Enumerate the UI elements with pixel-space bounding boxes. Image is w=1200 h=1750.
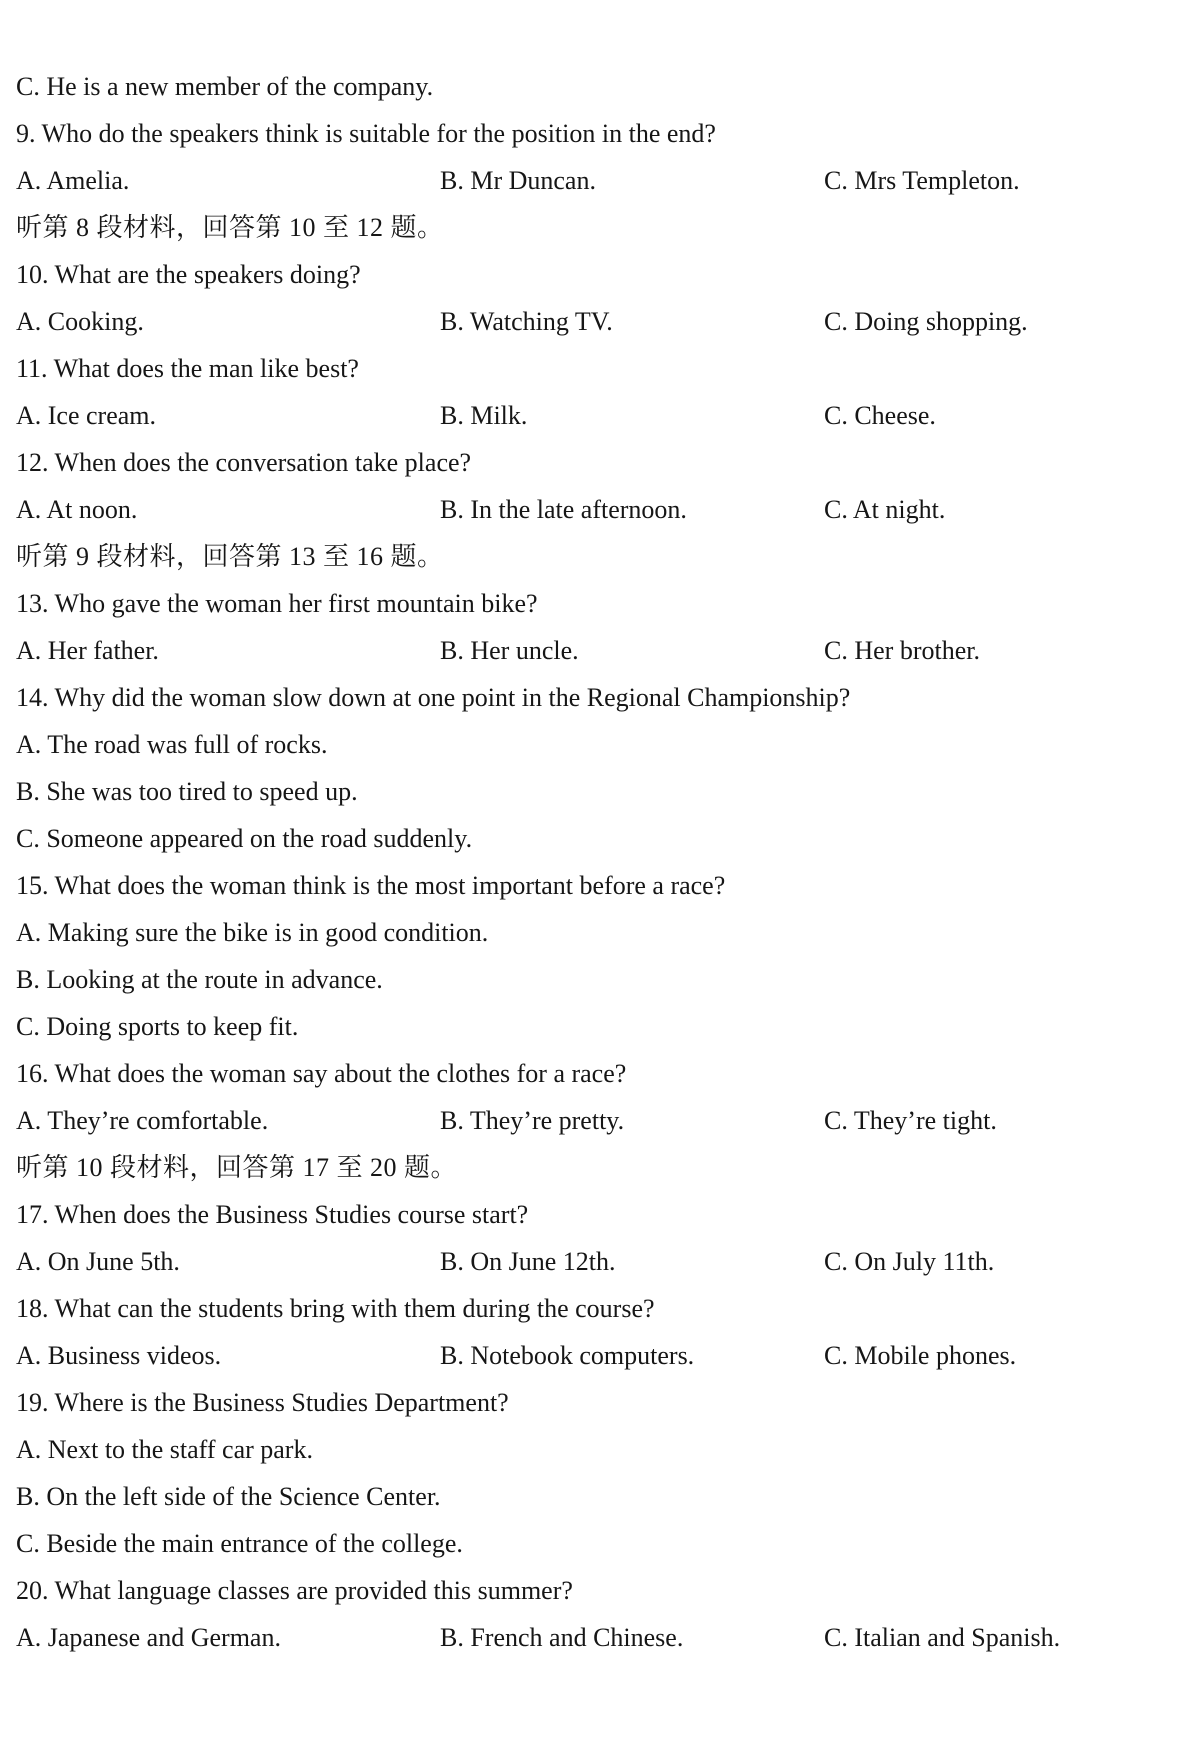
question-stem: 15. What does the woman think is the most important before a race?: [16, 871, 726, 900]
option-a: A. At noon.: [16, 495, 138, 524]
option-a: A. The road was full of rocks.: [16, 730, 328, 759]
question-15: [0, 862, 1200, 1050]
options-row: [0, 627, 1200, 674]
question-12: [0, 439, 1200, 533]
options-row: [0, 1614, 1200, 1661]
option-c: C. Cheese.: [824, 401, 936, 430]
option-a: A. Cooking.: [16, 307, 144, 336]
option-b: B. She was too tired to speed up.: [16, 777, 358, 806]
question-19: [0, 1379, 1200, 1567]
options-row: [0, 298, 1200, 345]
carryover-option: C. He is a new member of the company.: [16, 72, 434, 101]
option-c: C. Doing shopping.: [824, 307, 1028, 336]
option-a: A. Japanese and German.: [16, 1623, 281, 1652]
option-c: C. They’re tight.: [824, 1106, 997, 1135]
option-b: B. Her uncle.: [440, 636, 579, 665]
option-a: A. Making sure the bike is in good condition.: [16, 918, 489, 947]
question-20: [0, 1567, 1200, 1661]
question-11: [0, 345, 1200, 439]
options-row: [0, 392, 1200, 439]
question-stem: 18. What can the students bring with them during the course?: [16, 1294, 655, 1323]
question-stem: 16. What does the woman say about the clothes for a race?: [16, 1059, 627, 1088]
question-stem: 12. When does the conversation take place?: [16, 448, 472, 477]
question-stem: 10. What are the speakers doing?: [16, 260, 361, 289]
option-a: A. On June 5th.: [16, 1247, 180, 1276]
section-heading: 听第 9 段材料，回答第 13 至 16 题。: [16, 542, 444, 571]
option-c: C. Someone appeared on the road suddenly.: [16, 824, 473, 853]
option-c: C. Doing sports to keep fit.: [16, 1012, 299, 1041]
section-passage-9: [0, 533, 1200, 1144]
option-b: B. Milk.: [440, 401, 528, 430]
section-passage-10: [0, 1144, 1200, 1661]
question-14: [0, 674, 1200, 862]
options-row: [0, 157, 1200, 204]
option-a: A. Amelia.: [16, 166, 130, 195]
option-a: A. They’re comfortable.: [16, 1106, 269, 1135]
option-a: A. Next to the staff car park.: [16, 1435, 313, 1464]
option-b: B. Mr Duncan.: [440, 166, 596, 195]
option-c: C. On July 11th.: [824, 1247, 995, 1276]
question-stem: 19. Where is the Business Studies Department?: [16, 1388, 509, 1417]
option-b: B. On the left side of the Science Center.: [16, 1482, 441, 1511]
option-c: C. Mrs Templeton.: [824, 166, 1020, 195]
option-c: C. Mobile phones.: [824, 1341, 1017, 1370]
question-stem: 11. What does the man like best?: [16, 354, 359, 383]
question-13: [0, 580, 1200, 674]
option-b: B. They’re pretty.: [440, 1106, 625, 1135]
question-stem: 20. What language classes are provided this summer?: [16, 1576, 573, 1605]
question-18: [0, 1285, 1200, 1379]
options-row: [0, 1332, 1200, 1379]
question-stem: 17. When does the Business Studies course start?: [16, 1200, 529, 1229]
option-c: C. Italian and Spanish.: [824, 1623, 1061, 1652]
section-passage-8: [0, 204, 1200, 533]
option-b: B. Looking at the route in advance.: [16, 965, 383, 994]
option-c: C. Beside the main entrance of the college.: [16, 1529, 463, 1558]
option-a: A. Business videos.: [16, 1341, 222, 1370]
option-b: B. On June 12th.: [440, 1247, 616, 1276]
option-b: B. In the late afternoon.: [440, 495, 687, 524]
option-c: C. At night.: [824, 495, 946, 524]
section-heading: 听第 8 段材料，回答第 10 至 12 题。: [16, 213, 444, 242]
question-stem: 9. Who do the speakers think is suitable for the position in the end?: [16, 119, 716, 148]
options-row: [0, 1238, 1200, 1285]
option-c: C. Her brother.: [824, 636, 980, 665]
question-stem: 13. Who gave the woman her first mountain bike?: [16, 589, 538, 618]
question-17: [0, 1191, 1200, 1285]
option-b: B. Watching TV.: [440, 307, 613, 336]
option-a: A. Ice cream.: [16, 401, 157, 430]
option-b: B. French and Chinese.: [440, 1623, 684, 1652]
question-stem: 14. Why did the woman slow down at one point in the Regional Championship?: [16, 683, 851, 712]
question-16: [0, 1050, 1200, 1144]
options-row: [0, 1097, 1200, 1144]
section-heading: 听第 10 段材料，回答第 17 至 20 题。: [16, 1153, 458, 1182]
option-b: B. Notebook computers.: [440, 1341, 695, 1370]
question-10: [0, 251, 1200, 345]
options-row: [0, 486, 1200, 533]
question-9: [0, 110, 1200, 204]
option-a: A. Her father.: [16, 636, 159, 665]
